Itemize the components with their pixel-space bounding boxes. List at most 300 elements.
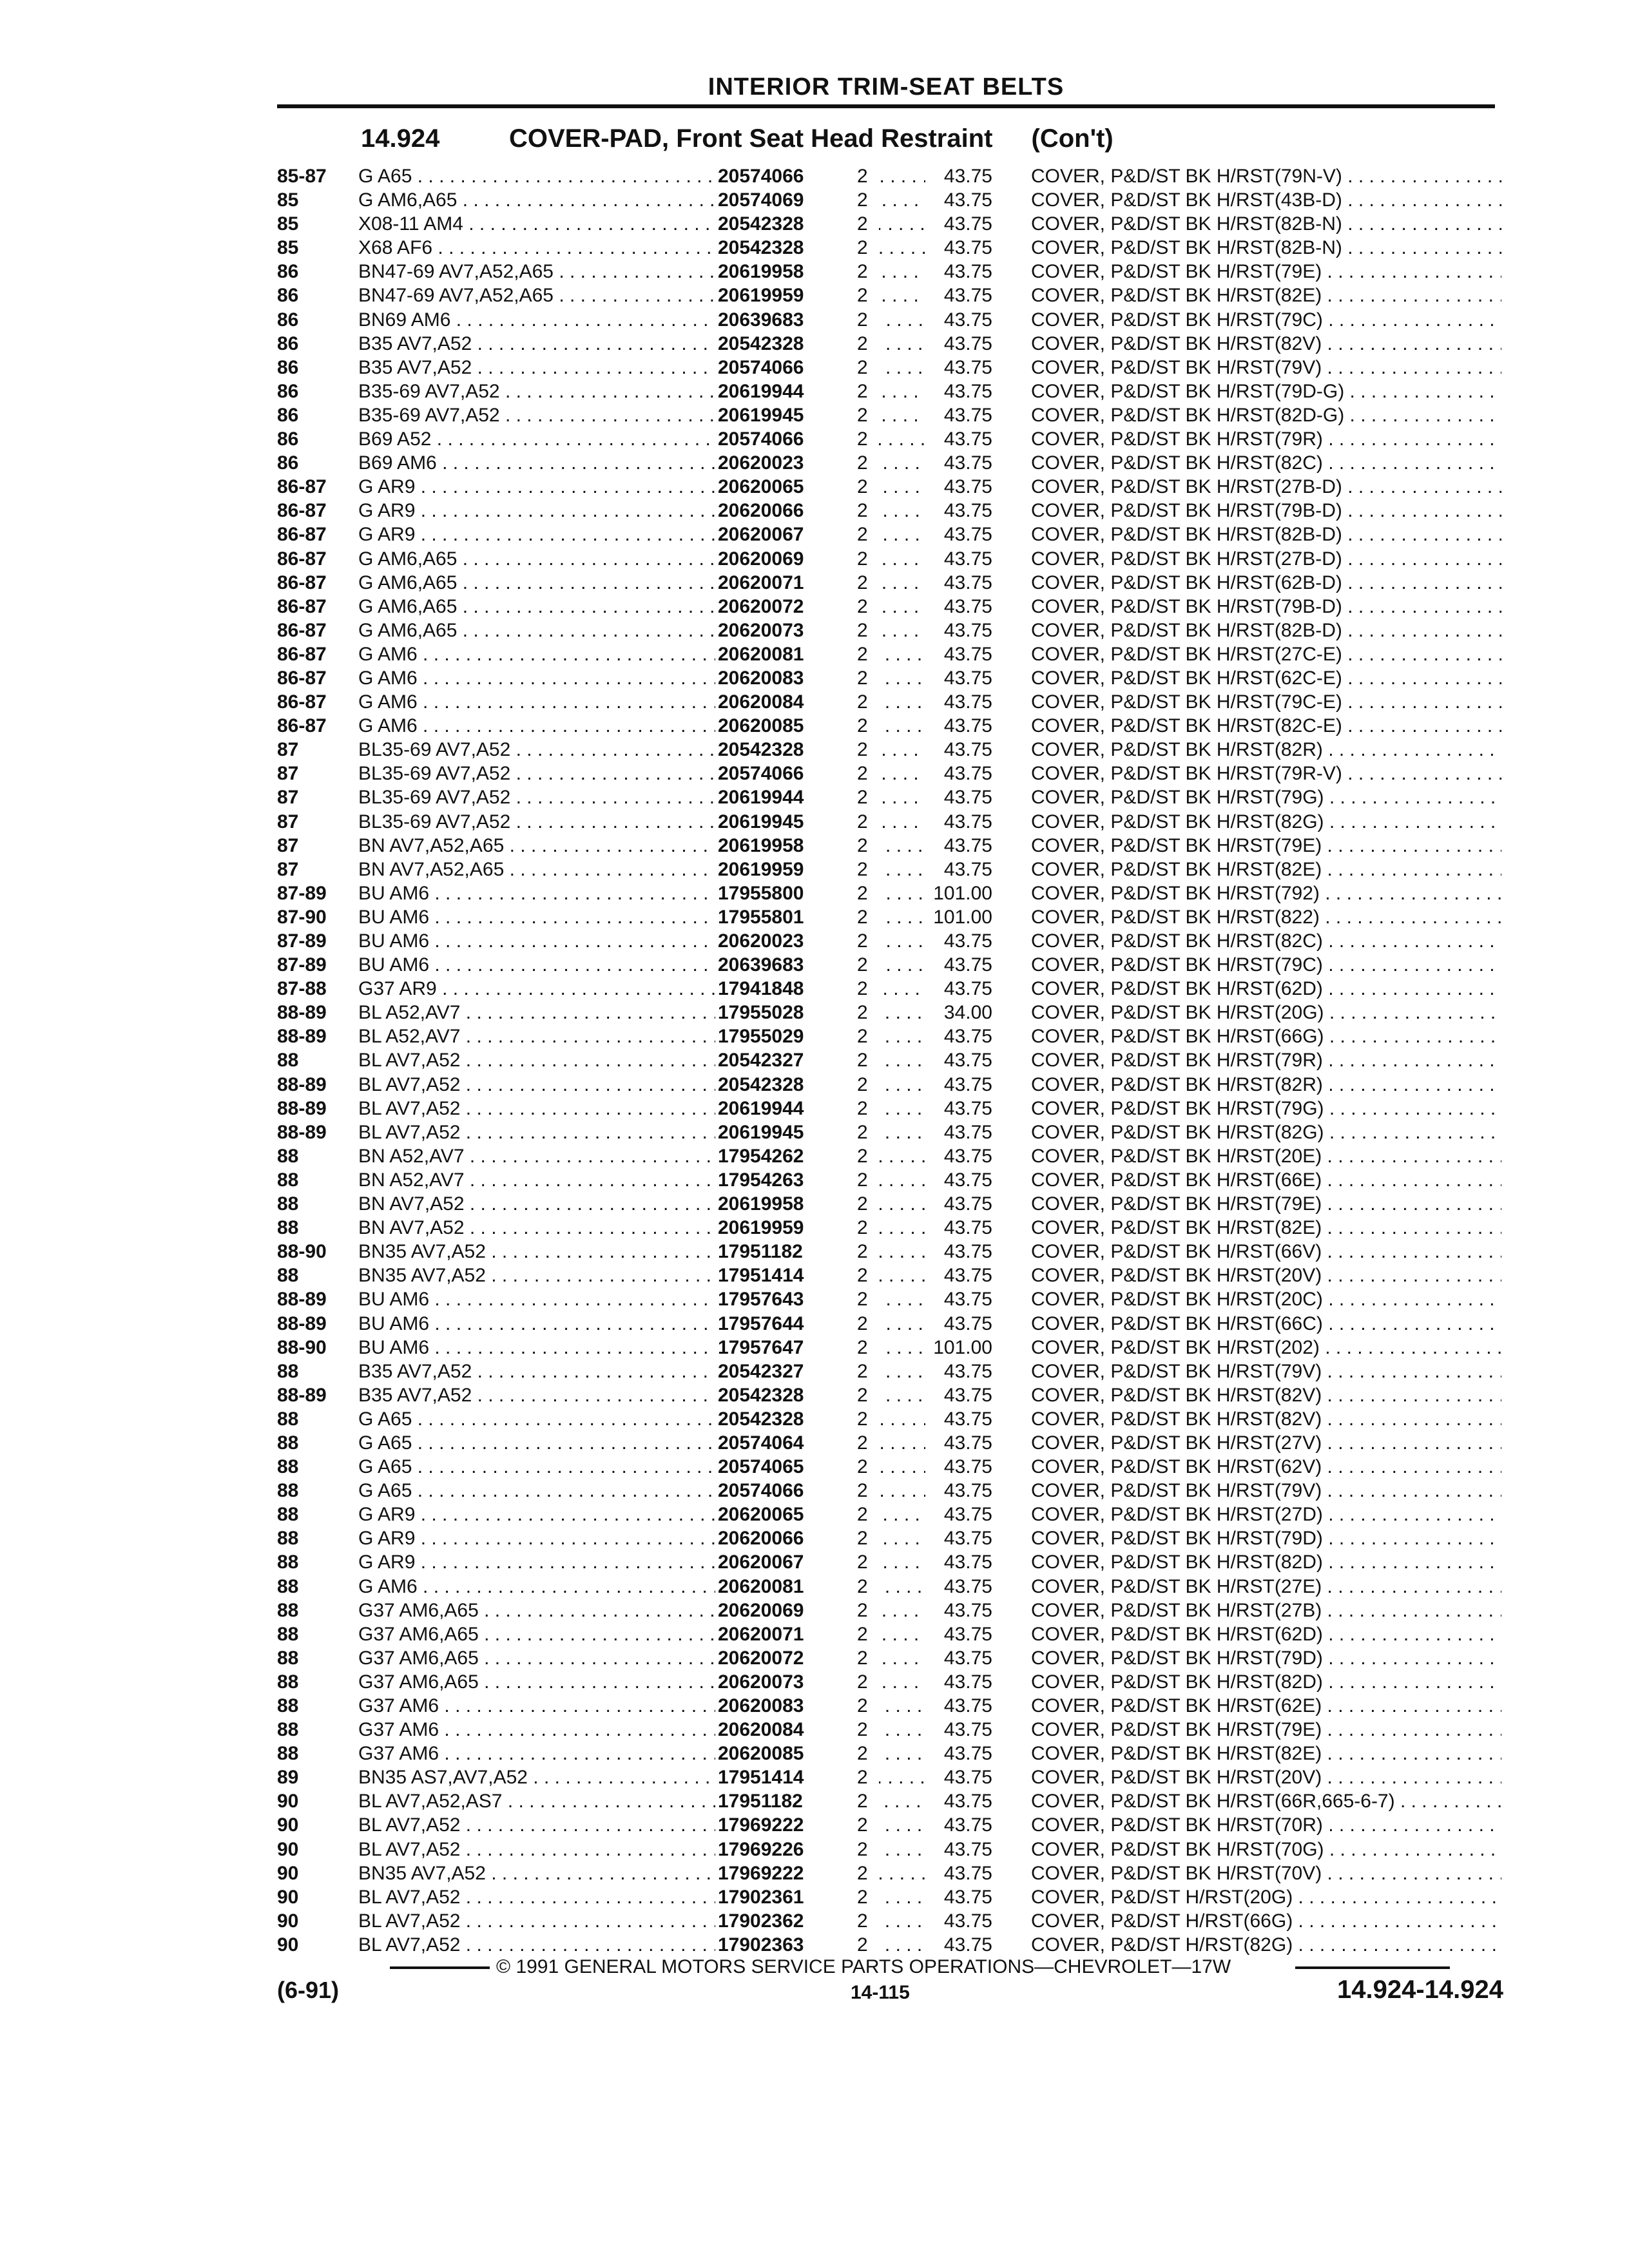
header-rule [277, 104, 1495, 108]
row-price: 43.75 [943, 1480, 992, 1502]
row-model: G37 AR9 . . . [358, 977, 925, 1001]
row-quantity: 2 [857, 1265, 868, 1287]
row-part-number: 20574066 [715, 427, 879, 451]
row-part-number: 20620085 [715, 1742, 879, 1765]
row-description: COVER, P&D/ST BK H/RST(66G) . . . [1031, 1024, 1501, 1048]
table-row [277, 1073, 1501, 1097]
row-price: 43.75 [943, 1886, 992, 1908]
row-description: COVER, P&D/ST BK H/RST(79E) . . . [1031, 1192, 1501, 1216]
row-model: B35 AV7,A52 . . . [358, 332, 925, 356]
row-year: 88 [277, 1695, 299, 1716]
row-price: 43.75 [943, 1050, 992, 1072]
row-description: COVER, P&D/ST BK H/RST(82R) . . . [1031, 738, 1501, 762]
row-description: COVER, P&D/ST BK H/RST(79N-V) . . . [1031, 164, 1501, 188]
table-row [277, 188, 1501, 212]
row-description: COVER, P&D/ST BK H/RST(82B-D) . . . [1031, 619, 1501, 642]
row-model: BL AV7,A52 . . . [358, 1933, 925, 1957]
row-description: COVER, P&D/ST BK H/RST(66C) . . . [1031, 1312, 1501, 1336]
row-price: 43.75 [943, 1647, 992, 1669]
row-model: G AR9 . . . [358, 1550, 925, 1574]
row-year: 88 [277, 1050, 299, 1072]
row-price: 43.75 [943, 1934, 992, 1956]
row-year: 87-89 [277, 930, 327, 952]
table-row [277, 1001, 1501, 1024]
row-year: 88-90 [277, 1336, 327, 1358]
row-description: COVER, P&D/ST BK H/RST(82E) . . . [1031, 1216, 1501, 1240]
row-quantity: 2 [857, 739, 868, 761]
row-part-number: 20574064 [715, 1431, 879, 1455]
row-price: 43.75 [943, 1814, 992, 1836]
row-quantity: 2 [857, 1719, 868, 1741]
row-price: 43.75 [943, 166, 992, 187]
row-price: 43.75 [943, 1026, 992, 1048]
table-row [277, 642, 1501, 666]
row-model: G A65 . . . [358, 1431, 925, 1455]
row-price: 43.75 [943, 452, 992, 474]
table-row [277, 1694, 1501, 1718]
row-year: 88 [277, 1145, 299, 1167]
row-description: COVER, P&D/ST BK H/RST(79C) . . . [1031, 308, 1501, 332]
row-part-number: 20620072 [715, 1646, 879, 1670]
row-description: COVER, P&D/ST BK H/RST(20E) . . . [1031, 1144, 1501, 1168]
row-part-number: 20620023 [715, 451, 879, 475]
row-quantity: 2 [857, 1241, 868, 1263]
table-row [277, 475, 1501, 499]
row-model: BL AV7,A52 . . . [358, 1073, 925, 1097]
row-year: 88 [277, 1599, 299, 1621]
row-year: 88-89 [277, 1121, 327, 1143]
row-price: 43.75 [943, 619, 992, 641]
table-row [277, 212, 1501, 236]
row-description: COVER, P&D/ST BK H/RST(66E) . . . [1031, 1168, 1501, 1192]
row-model: BL AV7,A52 . . . [358, 1909, 925, 1933]
row-model: BN69 AM6 . . . [358, 308, 925, 332]
row-part-number: 17969222 [715, 1813, 879, 1837]
row-quantity: 2 [857, 1456, 868, 1478]
row-part-number: 20542328 [715, 212, 879, 236]
row-part-number: 20619944 [715, 1097, 879, 1120]
row-model: G AM6 . . . [358, 714, 925, 738]
row-model: G A65 . . . [358, 164, 925, 188]
row-price: 43.75 [943, 428, 992, 450]
row-part-number: 20620065 [715, 475, 879, 499]
row-quantity: 2 [857, 1289, 868, 1311]
row-quantity: 2 [857, 1050, 868, 1072]
row-model: G AM6,A65 . . . [358, 619, 925, 642]
table-row [277, 977, 1501, 1001]
row-part-number: 17902362 [715, 1909, 879, 1933]
row-quantity: 2 [857, 715, 868, 737]
row-year: 90 [277, 1791, 299, 1812]
row-price: 43.75 [943, 261, 992, 283]
row-quantity: 2 [857, 452, 868, 474]
row-price: 43.75 [943, 1169, 992, 1191]
row-part-number: 20620083 [715, 1694, 879, 1718]
row-price: 43.75 [943, 500, 992, 522]
row-price: 43.75 [943, 1528, 992, 1550]
row-description: COVER, P&D/ST BK H/RST(66V) . . . [1031, 1240, 1501, 1264]
row-quantity: 2 [857, 237, 868, 259]
row-quantity: 2 [857, 1432, 868, 1454]
row-quantity: 2 [857, 691, 868, 713]
row-year: 87-89 [277, 882, 327, 904]
footer-copyright: © 1991 GENERAL MOTORS SERVICE PARTS OPERATIONS—CHEVROLET—17W [496, 1956, 1231, 1977]
row-year: 87 [277, 787, 299, 809]
row-price: 101.00 [933, 906, 992, 928]
row-part-number: 20619959 [715, 858, 879, 881]
row-quantity: 2 [857, 954, 868, 976]
row-price: 43.75 [943, 380, 992, 402]
row-price: 43.75 [943, 978, 992, 1000]
row-part-number: 20542328 [715, 236, 879, 260]
row-price: 43.75 [943, 1241, 992, 1263]
row-price: 43.75 [943, 524, 992, 546]
row-description: COVER, P&D/ST BK H/RST(27B-D) . . . [1031, 547, 1501, 571]
row-description: COVER, P&D/ST BK H/RST(20G) . . . [1031, 1001, 1501, 1024]
row-year: 90 [277, 1862, 299, 1884]
table-row [277, 1144, 1501, 1168]
row-quantity: 2 [857, 1193, 868, 1215]
table-row [277, 1813, 1501, 1837]
row-description: COVER, P&D/ST BK H/RST(82E) . . . [1031, 858, 1501, 881]
row-price: 43.75 [943, 811, 992, 832]
row-quantity: 2 [857, 930, 868, 952]
row-part-number: 20620071 [715, 1622, 879, 1646]
table-row [277, 738, 1501, 762]
row-model: G AM6,A65 . . . [358, 595, 925, 619]
row-model: G AR9 . . . [358, 523, 925, 546]
row-year: 88 [277, 1169, 299, 1191]
row-year: 86-87 [277, 524, 327, 546]
row-model: G AM6,A65 . . . [358, 571, 925, 595]
row-description: COVER, P&D/ST BK H/RST(62B-D) . . . [1031, 571, 1501, 595]
row-description: COVER, P&D/ST BK H/RST(79C-E) . . . [1031, 690, 1501, 714]
row-year: 88-90 [277, 1241, 327, 1263]
row-description: COVER, P&D/ST H/RST(66G) . . . [1031, 1909, 1501, 1933]
row-year: 86 [277, 356, 299, 378]
row-price: 43.75 [943, 834, 992, 856]
parts-list [277, 164, 1501, 1957]
row-part-number: 20574066 [715, 1479, 879, 1503]
row-price: 43.75 [943, 1217, 992, 1239]
row-quantity: 2 [857, 213, 868, 235]
row-description: COVER, P&D/ST BK H/RST(79B-D) . . . [1031, 595, 1501, 619]
row-year: 88-89 [277, 1384, 327, 1406]
row-description: COVER, P&D/ST BK H/RST(82B-N) . . . [1031, 212, 1501, 236]
row-year: 88 [277, 1743, 299, 1765]
row-description: COVER, P&D/ST BK H/RST(79D) . . . [1031, 1646, 1501, 1670]
row-part-number: 20620069 [715, 1599, 879, 1622]
row-model: BN47-69 AV7,A52,A65 . . . [358, 284, 925, 307]
table-row [277, 308, 1501, 332]
row-price: 43.75 [943, 1695, 992, 1716]
row-description: COVER, P&D/ST BK H/RST(79G) . . . [1031, 1097, 1501, 1120]
row-part-number: 20620085 [715, 714, 879, 738]
row-model: BN47-69 AV7,A52,A65 . . . [358, 260, 925, 284]
row-price: 43.75 [943, 1719, 992, 1741]
section-heading [361, 124, 1113, 153]
row-part-number: 20620067 [715, 523, 879, 546]
row-description: COVER, P&D/ST BK H/RST(27B-D) . . . [1031, 475, 1501, 499]
row-price: 43.75 [943, 285, 992, 307]
row-year: 88 [277, 1719, 299, 1741]
row-model: X08-11 AM4 . . . [358, 212, 925, 236]
row-year: 86 [277, 404, 299, 426]
row-model: G37 AM6,A65 . . . [358, 1646, 925, 1670]
row-year: 88 [277, 1456, 299, 1478]
row-year: 88 [277, 1360, 299, 1382]
row-year: 88 [277, 1432, 299, 1454]
row-model: B35-69 AV7,A52 . . . [358, 380, 925, 403]
row-year: 88-89 [277, 1289, 327, 1311]
row-quantity: 2 [857, 1575, 868, 1597]
row-year: 87 [277, 763, 299, 785]
row-description: COVER, P&D/ST BK H/RST(66R,665-6-7) . . . [1031, 1789, 1501, 1813]
row-part-number: 20620083 [715, 666, 879, 690]
row-year: 88 [277, 1504, 299, 1526]
row-year: 88 [277, 1647, 299, 1669]
row-model: BN AV7,A52,A65 . . . [358, 834, 925, 858]
row-model: B35 AV7,A52 . . . [358, 1383, 925, 1407]
row-part-number: 17941848 [715, 977, 879, 1001]
table-row [277, 666, 1501, 690]
row-year: 86 [277, 332, 299, 354]
row-model: G37 AM6,A65 . . . [358, 1622, 925, 1646]
row-part-number: 17951182 [715, 1789, 879, 1813]
row-description: COVER, P&D/ST BK H/RST(70V) . . . [1031, 1861, 1501, 1885]
row-year: 87 [277, 739, 299, 761]
row-year: 86 [277, 428, 299, 450]
table-row [277, 762, 1501, 785]
row-year: 86 [277, 452, 299, 474]
row-part-number: 17957644 [715, 1312, 879, 1336]
table-row [277, 1024, 1501, 1048]
row-description: COVER, P&D/ST BK H/RST(82G) . . . [1031, 1120, 1501, 1144]
row-model: G AM6 . . . [358, 690, 925, 714]
row-part-number: 20639683 [715, 308, 879, 332]
table-row [277, 1575, 1501, 1599]
row-model: BL AV7,A52 . . . [358, 1813, 925, 1837]
row-model: G37 AM6 . . . [358, 1742, 925, 1765]
page-header [277, 72, 1495, 102]
row-description: COVER, P&D/ST BK H/RST(82E) . . . [1031, 1742, 1501, 1765]
row-description: COVER, P&D/ST BK H/RST(79V) . . . [1031, 1360, 1501, 1383]
row-description: COVER, P&D/ST BK H/RST(202) . . . [1031, 1336, 1501, 1360]
row-year: 87 [277, 858, 299, 880]
row-part-number: 20619945 [715, 1120, 879, 1144]
row-year: 86-87 [277, 595, 327, 617]
row-year: 88-89 [277, 1073, 327, 1095]
row-price: 43.75 [943, 1504, 992, 1526]
row-price: 43.75 [943, 1145, 992, 1167]
table-row [277, 1360, 1501, 1383]
row-year: 89 [277, 1767, 299, 1789]
row-part-number: 20620073 [715, 1670, 879, 1694]
row-price: 43.75 [943, 595, 992, 617]
row-year: 87-90 [277, 906, 327, 928]
row-description: COVER, P&D/ST BK H/RST(82B-N) . . . [1031, 236, 1501, 260]
row-quantity: 2 [857, 643, 868, 665]
row-description: COVER, P&D/ST BK H/RST(82V) . . . [1031, 1383, 1501, 1407]
table-row [277, 380, 1501, 403]
row-quantity: 2 [857, 1791, 868, 1812]
row-description: COVER, P&D/ST BK H/RST(79D) . . . [1031, 1526, 1501, 1550]
row-model: BL35-69 AV7,A52 . . . [358, 785, 925, 809]
row-quantity: 2 [857, 476, 868, 498]
row-description: COVER, P&D/ST BK H/RST(79V) . . . [1031, 1479, 1501, 1503]
row-description: COVER, P&D/ST BK H/RST(70G) . . . [1031, 1838, 1501, 1861]
row-description: COVER, P&D/ST BK H/RST(82C-E) . . . [1031, 714, 1501, 738]
section-title: COVER-PAD, Front Seat Head Restraint [509, 124, 993, 153]
row-year: 85-87 [277, 166, 327, 187]
table-row [277, 810, 1501, 834]
row-model: BL A52,AV7 . . . [358, 1001, 925, 1024]
row-quantity: 2 [857, 1552, 868, 1573]
row-year: 87-89 [277, 954, 327, 976]
row-year: 86-87 [277, 476, 327, 498]
row-quantity: 2 [857, 1647, 868, 1669]
row-description: COVER, P&D/ST BK H/RST(27B) . . . [1031, 1599, 1501, 1622]
row-description: COVER, P&D/ST BK H/RST(27E) . . . [1031, 1575, 1501, 1599]
row-quantity: 2 [857, 1480, 868, 1502]
row-price: 43.75 [943, 1910, 992, 1932]
row-quantity: 2 [857, 1623, 868, 1645]
row-part-number: 17902361 [715, 1885, 879, 1909]
row-year: 90 [277, 1910, 299, 1932]
row-model: BU AM6 . . . [358, 1287, 925, 1311]
row-quantity: 2 [857, 1169, 868, 1191]
footer-date: (6-91) [277, 1977, 340, 2003]
table-row [277, 1646, 1501, 1670]
row-model: BN A52,AV7 . . . [358, 1168, 925, 1192]
row-quantity: 2 [857, 787, 868, 809]
row-year: 87 [277, 811, 299, 832]
row-year: 88 [277, 1671, 299, 1693]
row-price: 43.75 [943, 787, 992, 809]
row-model: BL AV7,A52,AS7 . . . [358, 1789, 925, 1813]
row-model: BN35 AV7,A52 . . . [358, 1264, 925, 1287]
row-quantity: 2 [857, 1671, 868, 1693]
row-description: COVER, P&D/ST BK H/RST(70R) . . . [1031, 1813, 1501, 1837]
row-description: COVER, P&D/ST BK H/RST(79G) . . . [1031, 785, 1501, 809]
row-part-number: 17951414 [715, 1264, 879, 1287]
row-year: 86 [277, 380, 299, 402]
table-row [277, 881, 1501, 905]
table-row [277, 1120, 1501, 1144]
row-model: BN A52,AV7 . . . [358, 1144, 925, 1168]
row-quantity: 2 [857, 548, 868, 570]
row-model: G37 AM6,A65 . . . [358, 1599, 925, 1622]
table-row [277, 260, 1501, 284]
table-row [277, 785, 1501, 809]
row-price: 43.75 [943, 1073, 992, 1095]
row-part-number: 17951414 [715, 1765, 879, 1789]
row-description: COVER, P&D/ST BK H/RST(62C-E) . . . [1031, 666, 1501, 690]
row-part-number: 20619959 [715, 1216, 879, 1240]
table-row [277, 690, 1501, 714]
row-model: G AM6,A65 . . . [358, 547, 925, 571]
row-description: COVER, P&D/ST BK H/RST(82D) . . . [1031, 1550, 1501, 1574]
row-year: 88 [277, 1193, 299, 1215]
row-model: G AR9 . . . [358, 1503, 925, 1526]
row-year: 88 [277, 1408, 299, 1430]
row-part-number: 20620069 [715, 547, 879, 571]
row-price: 43.75 [943, 1432, 992, 1454]
row-part-number: 17957647 [715, 1336, 879, 1360]
row-price: 43.75 [943, 1623, 992, 1645]
row-price: 43.75 [943, 1575, 992, 1597]
row-description: COVER, P&D/ST BK H/RST(79E) . . . [1031, 260, 1501, 284]
row-price: 101.00 [933, 1336, 992, 1358]
row-quantity: 2 [857, 882, 868, 904]
table-row [277, 236, 1501, 260]
row-model: BL35-69 AV7,A52 . . . [358, 738, 925, 762]
row-quantity: 2 [857, 189, 868, 211]
table-row [277, 356, 1501, 380]
row-price: 43.75 [943, 1456, 992, 1478]
row-quantity: 2 [857, 500, 868, 522]
row-model: G37 AM6,A65 . . . [358, 1670, 925, 1694]
row-price: 43.75 [943, 1838, 992, 1860]
row-part-number: 20574065 [715, 1455, 879, 1479]
row-part-number: 20620081 [715, 642, 879, 666]
row-year: 86-87 [277, 572, 327, 593]
row-price: 43.75 [943, 1289, 992, 1311]
row-description: COVER, P&D/ST BK H/RST(82B-D) . . . [1031, 523, 1501, 546]
row-part-number: 20574066 [715, 762, 879, 785]
table-row [277, 164, 1501, 188]
row-part-number: 17955029 [715, 1024, 879, 1048]
row-year: 88 [277, 1528, 299, 1550]
row-quantity: 2 [857, 1743, 868, 1765]
row-price: 43.75 [943, 1862, 992, 1884]
table-row [277, 1599, 1501, 1622]
row-quantity: 2 [857, 1312, 868, 1334]
row-price: 43.75 [943, 476, 992, 498]
row-year: 86 [277, 309, 299, 331]
table-row [277, 1264, 1501, 1287]
row-description: COVER, P&D/ST BK H/RST(79E) . . . [1031, 834, 1501, 858]
row-model: BL AV7,A52 . . . [358, 1120, 925, 1144]
row-model: G A65 . . . [358, 1455, 925, 1479]
row-quantity: 2 [857, 763, 868, 785]
row-price: 43.75 [943, 1408, 992, 1430]
row-quantity: 2 [857, 906, 868, 928]
row-description: COVER, P&D/ST BK H/RST(62D) . . . [1031, 1622, 1501, 1646]
row-price: 43.75 [943, 954, 992, 976]
row-description: COVER, P&D/ST BK H/RST(62V) . . . [1031, 1455, 1501, 1479]
row-price: 43.75 [943, 1360, 992, 1382]
row-model: B35-69 AV7,A52 . . . [358, 403, 925, 427]
row-year: 88 [277, 1265, 299, 1287]
table-row [277, 1765, 1501, 1789]
row-year: 85 [277, 213, 299, 235]
row-part-number: 20620084 [715, 1718, 879, 1742]
row-part-number: 20620084 [715, 690, 879, 714]
row-part-number: 20620065 [715, 1503, 879, 1526]
table-row [277, 1216, 1501, 1240]
row-part-number: 17955801 [715, 905, 879, 929]
row-description: COVER, P&D/ST BK H/RST(82D) . . . [1031, 1670, 1501, 1694]
table-row [277, 1312, 1501, 1336]
table-row [277, 1455, 1501, 1479]
table-row [277, 1670, 1501, 1694]
row-quantity: 2 [857, 332, 868, 354]
row-model: BU AM6 . . . [358, 905, 925, 929]
row-quantity: 2 [857, 1097, 868, 1119]
row-part-number: 20619958 [715, 260, 879, 284]
row-description: COVER, P&D/ST BK H/RST(82R) . . . [1031, 1073, 1501, 1097]
